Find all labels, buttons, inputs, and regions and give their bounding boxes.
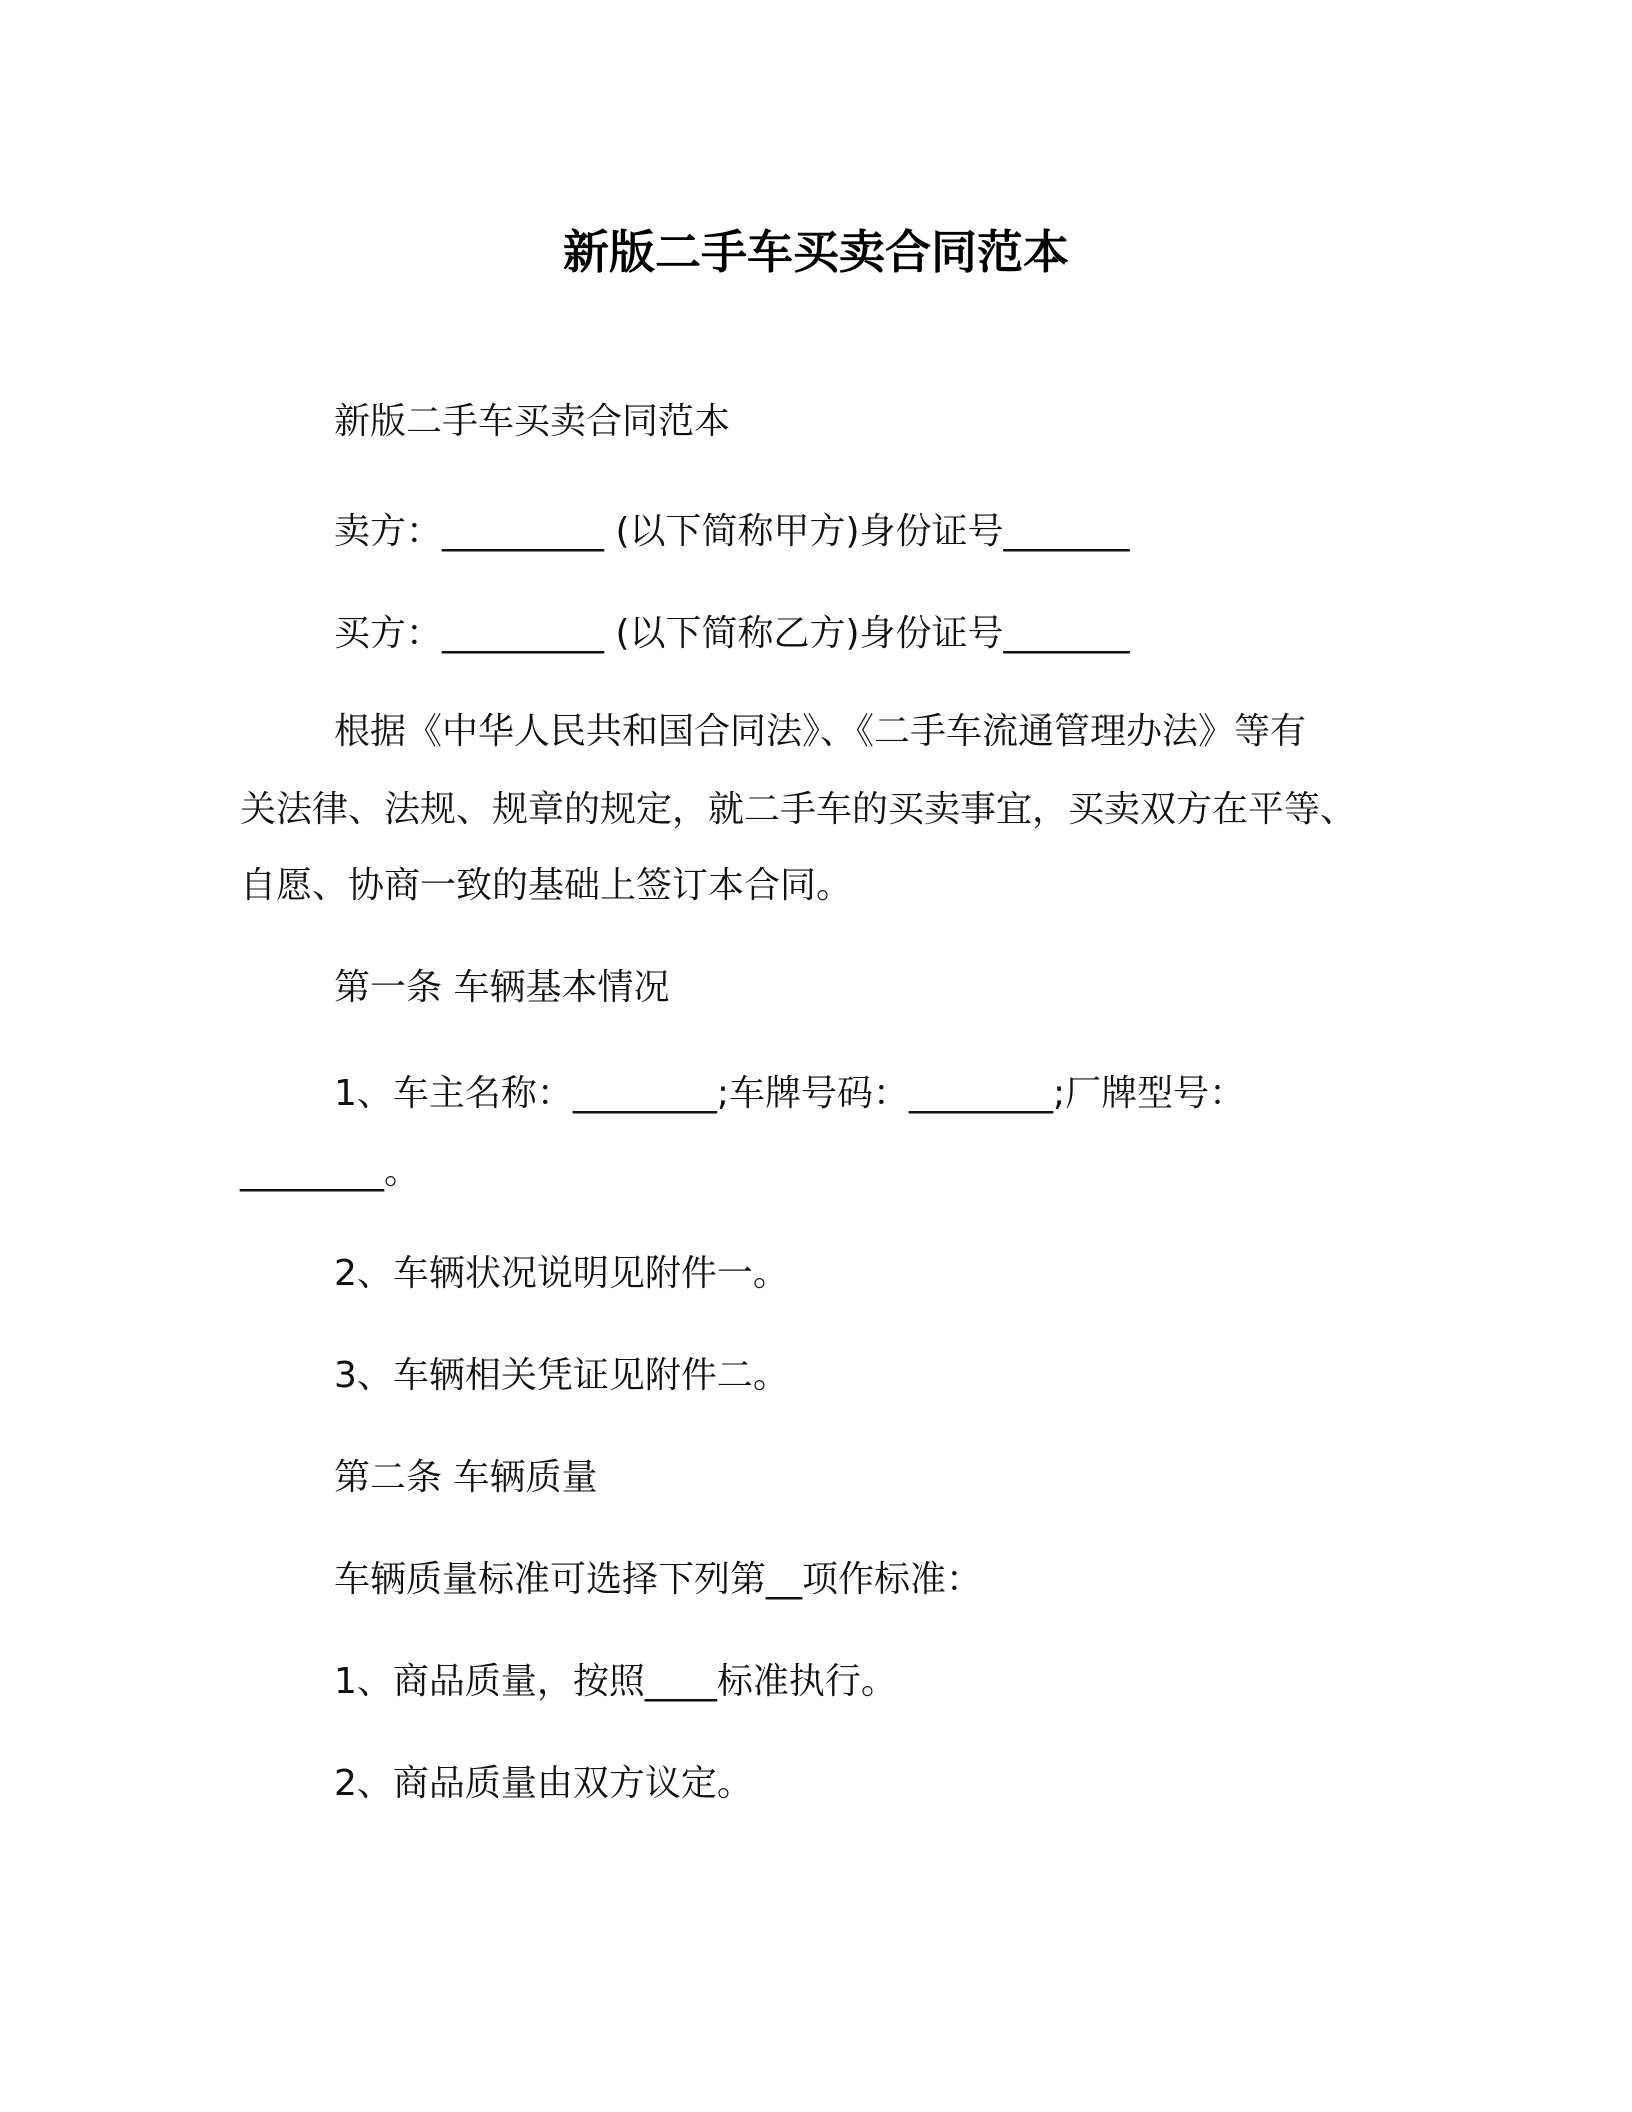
buyer-line: 买方：_________ (以下简称乙方)身份证号_______ [334, 613, 1130, 654]
seller-line: 卖方：_________ (以下简称甲方)身份证号_______ [334, 511, 1130, 552]
article-1-heading: 第一条 车辆基本情况 [334, 967, 670, 1008]
preamble-line-1: 根据《中华人民共和国合同法》、《二手车流通管理办法》等有 [334, 711, 1307, 752]
preamble-line-3: 自愿、协商一致的基础上签订本合同。 [240, 865, 853, 906]
article-2-heading: 第二条 车辆质量 [334, 1457, 598, 1498]
article-1-item-1-cont: ________。 [240, 1151, 421, 1192]
article-2-item-2: 2、商品质量由双方议定。 [334, 1763, 753, 1804]
article-1-item-2: 2、车辆状况说明见附件一。 [334, 1253, 789, 1294]
article-1-item-1: 1、车主名称：________;车牌号码：________;厂牌型号： [334, 1073, 1246, 1114]
document-title: 新版二手车买卖合同范本 [563, 225, 1069, 279]
paragraph-heading: 新版二手车买卖合同范本 [334, 401, 731, 442]
article-2-item-1: 1、商品质量，按照____标准执行。 [334, 1661, 897, 1702]
preamble-line-2: 关法律、法规、规章的规定，就二手车的买卖事宜，买卖双方在平等、 [240, 789, 1357, 830]
article-1-item-3: 3、车辆相关凭证见附件二。 [334, 1355, 789, 1396]
article-2-intro: 车辆质量标准可选择下列第__项作标准： [334, 1559, 983, 1600]
